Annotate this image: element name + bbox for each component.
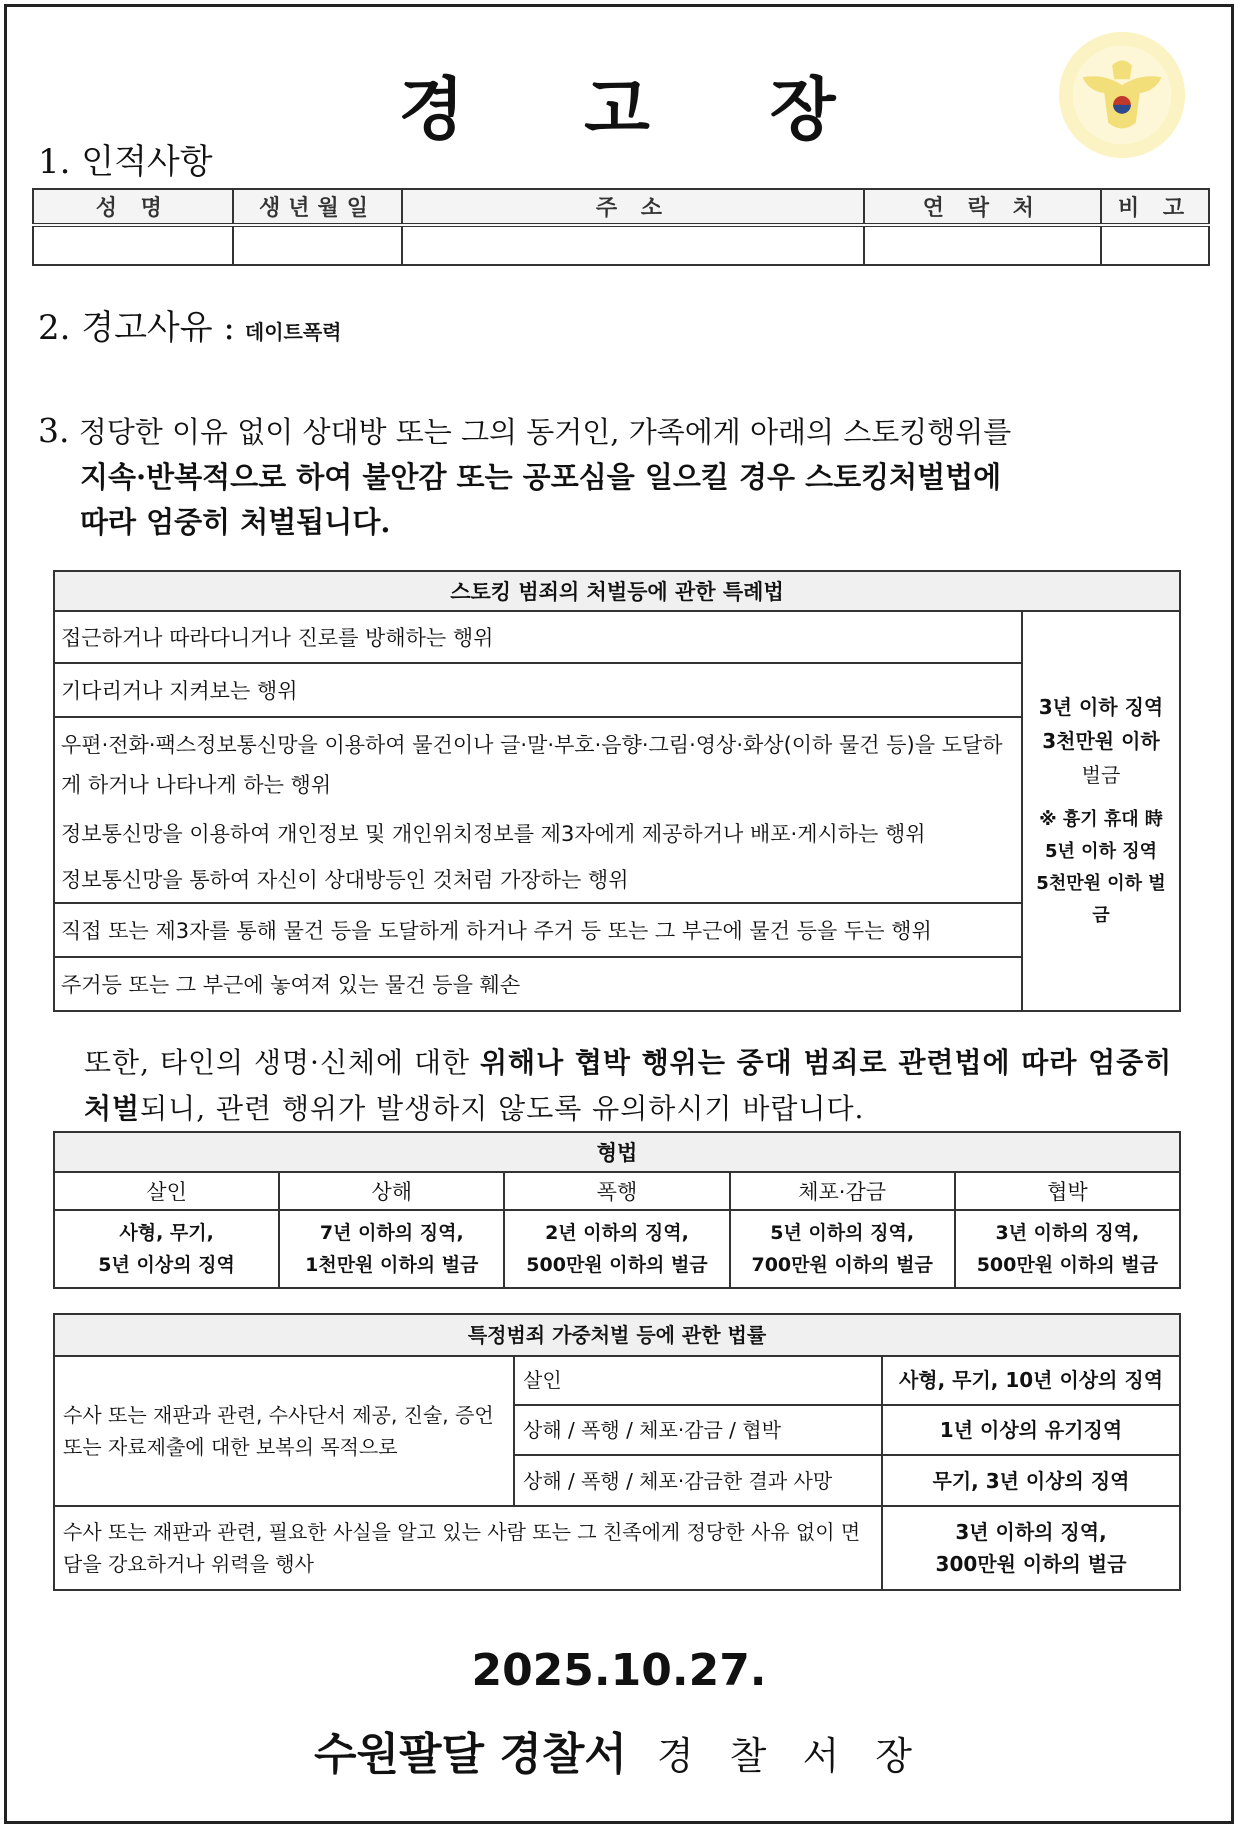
para4-bold: 위해나 협박 행위는 중대 범죄로 관련법에 따라 엄중히 처벌 (84, 1046, 1173, 1125)
weapon-penalty-line: 5년 이하 징역 (1045, 841, 1157, 862)
coercion-act: 수사 또는 재판과 관련, 필요한 사실을 알고 있는 사람 또는 그 친족에게 정당한 사유 없이 면담을 강요하거나 위력을 행사 (54, 1506, 882, 1590)
chief-title: 경 찰 서 장 (656, 1734, 924, 1778)
personal-info-table (32, 188, 1210, 266)
stalking-act: 우편·전화·팩스정보통신망을 이용하여 물건이나 글·말·부호·음향·그림·영상·화상(이하 물건 등)을 도달하게 하거나 나타나게 하는 행위 (54, 717, 1022, 811)
title-char: 장 (769, 71, 840, 150)
penalty-line: 500만원 이하의 벌금 (526, 1254, 708, 1276)
special-act: 상해 / 폭행 / 체포·감금한 결과 사망 (514, 1455, 882, 1506)
special-act: 상해 / 폭행 / 체포·감금 / 협박 (514, 1405, 882, 1456)
section3-paragraph (38, 408, 1208, 545)
warning-reason: 데이트폭력 (244, 320, 342, 344)
crime-header: 상해 (279, 1172, 504, 1210)
note-field[interactable] (1101, 225, 1209, 265)
special-penalty: 사형, 무기, 10년 이상의 징역 (882, 1356, 1180, 1405)
para4-text: 되니, 관련 행위가 발생하지 않도록 유의하시기 바랍니다. (140, 1092, 865, 1125)
crime-header: 폭행 (504, 1172, 729, 1210)
crime-penalty (504, 1210, 729, 1288)
weapon-note: ※ 흉기 휴대 時 (1039, 809, 1163, 830)
crime-penalty (730, 1210, 955, 1288)
penalty-line: 사형, 무기, (119, 1222, 214, 1244)
penalty-line: 300만원 이하의 벌금 (935, 1552, 1127, 1576)
paragraph-4 (84, 1040, 1194, 1132)
stalking-law-table (53, 570, 1181, 1012)
penalty-line: 3년 이하의 징역, (995, 1222, 1140, 1244)
penalty-line: 700만원 이하의 벌금 (751, 1254, 933, 1276)
stalking-penalty-cell (1022, 611, 1180, 1011)
special-crime-law-table (53, 1313, 1181, 1591)
crime-header: 살인 (54, 1172, 279, 1210)
section1-heading: 1. 인적사항 (38, 142, 213, 182)
col-name: 성 명 (33, 189, 233, 225)
special-act: 살인 (514, 1356, 882, 1405)
penalty-line: 500만원 이하의 벌금 (976, 1254, 1159, 1276)
stalking-act: 기다리거나 지켜보는 행위 (54, 663, 1022, 717)
section2-label: 2. 경고사유 : (38, 308, 235, 348)
coercion-penalty (882, 1506, 1180, 1590)
title-char: 경 (398, 71, 469, 150)
penalty-line: 5년 이상의 징역 (98, 1254, 235, 1276)
penalty-line: 2년 이하의 징역, (545, 1222, 689, 1244)
stalking-table-caption: 스토킹 범죄의 처벌등에 관한 특례법 (54, 571, 1180, 611)
special-table-caption: 특정범죄 가중처벌 등에 관한 법률 (54, 1314, 1180, 1356)
police-station-name: 수원팔달 경찰서 (314, 1729, 627, 1780)
col-note: 비 고 (1101, 189, 1209, 225)
crime-header: 체포·감금 (730, 1172, 955, 1210)
stalking-act: 직접 또는 제3자를 통해 물건 등을 도달하게 하거나 주거 등 또는 그 부근에 물건 등을 두는 행위 (54, 903, 1022, 957)
stalking-act: 정보통신망을 통하여 자신이 상대방등인 것처럼 가장하는 행위 (54, 855, 1022, 903)
issue-date: 2025.10.27. (471, 1645, 767, 1696)
para4-text: 또한, 타인의 생명·신체에 대한 (84, 1046, 480, 1079)
section3-number: 3. (38, 411, 70, 450)
penalty-line: 1천만원 이하의 벌금 (305, 1254, 479, 1276)
penalty-line: 3년 이하의 징역, (955, 1520, 1107, 1544)
penalty-line: 3천만원 이하 (1042, 729, 1160, 753)
section3-line3: 따라 엄중히 처벌됩니다. (80, 505, 391, 539)
criminal-law-table (53, 1131, 1181, 1289)
address-field[interactable] (402, 225, 863, 265)
criminal-table-caption: 형법 (54, 1132, 1180, 1172)
weapon-penalty-line: 5천만원 이하 벌금 (1036, 873, 1166, 926)
col-address: 주 소 (402, 189, 863, 225)
special-penalty: 1년 이상의 유기징역 (882, 1405, 1180, 1456)
stalking-act: 정보통신망을 이용하여 개인정보 및 개인위치정보를 제3자에게 제공하거나 배포·게시하는 행위 (54, 811, 1022, 855)
penalty-line: 5년 이하의 징역, (770, 1222, 915, 1244)
crime-penalty (54, 1210, 279, 1288)
penalty-line: 3년 이하 징역 (1038, 695, 1164, 719)
issuer (0, 1718, 1238, 1782)
section3-line1: 정당한 이유 없이 상대방 또는 그의 동거인, 가족에게 아래의 스토킹행위를 (78, 415, 1012, 449)
revenge-purpose: 수사 또는 재판과 관련, 수사단서 제공, 진술, 증언 또는 자료제출에 대한 보복의 목적으로 (54, 1356, 514, 1506)
penalty-line: 벌금 (1081, 763, 1121, 787)
special-penalty: 무기, 3년 이상의 징역 (882, 1455, 1180, 1506)
title-char: 고 (584, 71, 654, 150)
stalking-act: 접근하거나 따라다니거나 진로를 방해하는 행위 (54, 611, 1022, 663)
contact-field[interactable] (864, 225, 1102, 265)
name-field[interactable] (33, 225, 233, 265)
col-contact: 연 락 처 (864, 189, 1102, 225)
crime-header: 협박 (955, 1172, 1180, 1210)
stalking-act: 주거등 또는 그 부근에 놓여져 있는 물건 등을 훼손 (54, 957, 1022, 1011)
penalty-line: 7년 이하의 징역, (319, 1222, 464, 1244)
crime-penalty (955, 1210, 1180, 1288)
section2-heading (38, 300, 342, 349)
col-birth: 생년월일 (233, 189, 403, 225)
birth-field[interactable] (233, 225, 403, 265)
crime-penalty (279, 1210, 504, 1288)
section3-line2: 지속·반복적으로 하여 불안감 또는 공포심을 일으킬 경우 스토킹처벌법에 (80, 460, 1002, 494)
